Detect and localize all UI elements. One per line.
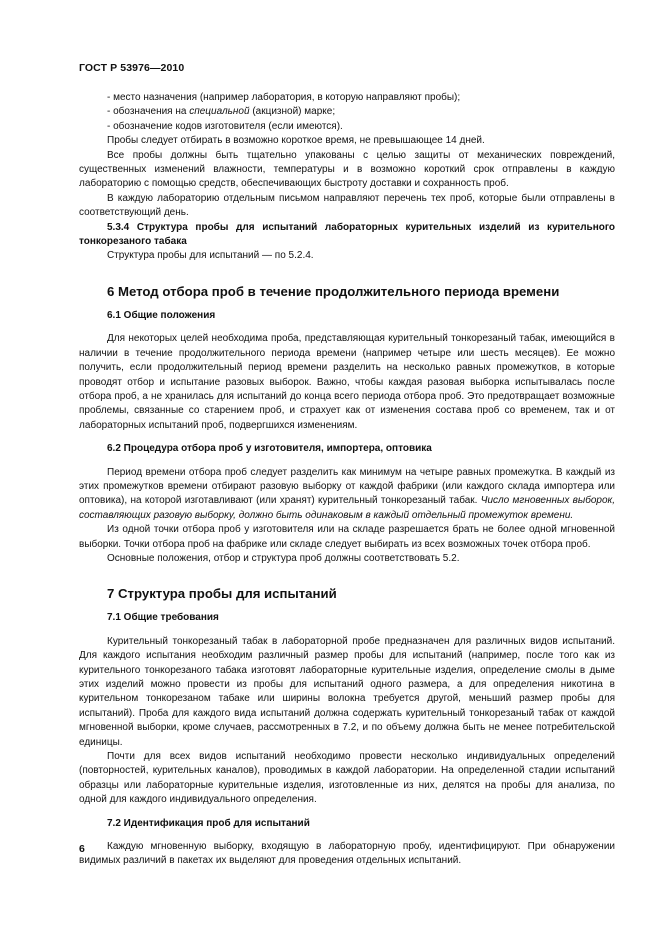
subsection-7-2-text: Каждую мгновенную выборку, входящую в лабораторную пробу, идентифицируют. При обнаружении видимых различий в пакетах их выделяют для проведения отдельных испытаний. xyxy=(79,841,615,867)
list-item-marking-tail: (акцизной) марке; xyxy=(249,106,336,118)
subsection-7-1-paragraph-1: Курительный тонкорезаный табак в лабораторной пробе предназначен для различных видов испытаний. Для каждого испытания необходим различный размер пробы для испытаний (например, после того как из курительного тонкорезаного табака изготовят лабораторные курительные изделия, определение смолы в дыме этих изделий можно провести из пробы для испытаний одного размера, а для определения никотина в курительном тонкорезаном табаке или ширины волокна требуется другой, меньший размер пробы для испытаний). Проба для каждого вида испытаний должна содержать курительный тонкорезаный табак от каждой мгновенной выборки, кроме случаев, рассмотренных в 7.2, и по объему должна быть не менее потребительской единицы. xyxy=(79,635,615,748)
subsection-6-2-p1-text: Период времени отбора проб следует разделить как минимум на четыре равных промежутка. В каждый из этих промежутков времени отбирают разовую выборку от каждой фабрики (или каждого склада импортера или оптовика), на которой изготавливают (или хранят) курительный тонкорезаный табак. xyxy=(79,466,615,507)
list-item-marking-emph: специальной xyxy=(189,106,250,118)
subsection-7-1-title: 7.1 Общие требования xyxy=(107,612,219,624)
subsection-6-2-p1-emph: Число мгновенных выборок, составляющих разовую выборку, должно быть одинаковым в каждый отдельный промежуток времени. xyxy=(79,495,616,521)
standard-header: ГОСТ Р 53976—2010 xyxy=(79,62,185,74)
list-item-codes: - обозначение кодов изготовителя (если имеются). xyxy=(107,120,343,132)
page-content xyxy=(79,91,615,869)
subsection-5-3-4-text: Структура пробы для испытаний — по 5.2.4. xyxy=(107,250,314,262)
paragraph-letter: В каждую лабораторию отдельным письмом направляют перечень тех проб, которые были отправлены в соответствующий день. xyxy=(79,192,615,219)
paragraph-packaging: Все пробы должны быть тщательно упакованы с целью защиты от механических повреждений, существенных изменений влажности, температуры и в возможно короткий срок отправлены в каждую лабораторию с помощью средств, обеспечивающих быстроту доставки и сохранность проб. xyxy=(79,149,615,190)
paragraph-sampling-time: Пробы следует отбирать в возможно короткое время, не превышающее 14 дней. xyxy=(107,135,485,147)
section-7-title: 7 Структура пробы для испытаний xyxy=(107,586,337,602)
list-item-marking-lead: - обозначения на xyxy=(107,106,190,118)
subsection-6-2-paragraph-3: Основные положения, отбор и структура проб должны соответствовать 5.2. xyxy=(107,552,460,564)
subsection-6-2-paragraph-2: Из одной точки отбора проб у изготовителя или на складе разрешается брать не более одной мгновенной выборки. Точки отбора проб на фабрике или складе следует выбирать из всех возможных точек отбора проб. xyxy=(79,524,615,550)
subsection-6-2-paragraph-1 xyxy=(79,466,615,524)
subsection-7-2-title: 7.2 Идентификация проб для испытаний xyxy=(107,817,310,829)
list-item-destination: - место назначения (например лаборатория, в которую направляют пробы); xyxy=(107,92,461,103)
page-number: 6 xyxy=(79,843,85,855)
subsection-5-3-4-title: 5.3.4 Структура пробы для испытаний лабораторных курительных изделий из курительного тонкорезаного табака xyxy=(79,221,615,248)
list-item-marking xyxy=(79,105,615,119)
subsection-7-1-paragraph-2: Почти для всех видов испытаний необходимо провести несколько индивидуальных определений (повторностей, курительных каналов), проводимых в каждой лаборатории. На определенной стадии испытаний образцы или лабораторные курительные изделия, изготовленные из них, делятся на пробы для анализа, по одной для каждого индивидуального определения. xyxy=(79,751,615,806)
subsection-6-1-title: 6.1 Общие положения xyxy=(107,309,216,321)
subsection-6-2-title: 6.2 Процедура отбора проб у изготовителя, импортера, оптовика xyxy=(107,443,432,455)
subsection-6-1-text: Для некоторых целей необходима проба, представляющая курительный тонкорезаный табак, имеющийся в наличии в течение продолжительного периода времени (например четыре или шесть месяцев). Ее можно получить, если продолжительный период времени разделить на несколько равных промежутков, в которые проводят отбор и испытание разовых выборок. Важно, чтобы каждая разовая выборка испытывалась после отбора проб, а не хранилась для испытаний до конца всего периода отбора проб. Это предотвращает возможные проблемы, связанные со старением проб, и страхует как от изменения состава проб со временем, так и от лабораторных испытаний проб, подвергшихся изменениям. xyxy=(79,333,615,431)
section-6-title: 6 Метод отбора проб в течение продолжительного периода времени xyxy=(107,283,560,299)
